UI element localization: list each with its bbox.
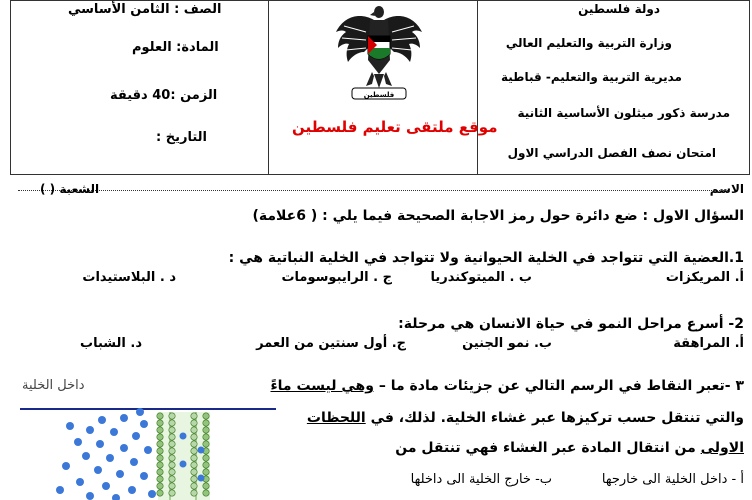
phospholipid-head — [169, 490, 175, 496]
question-3-underlined: وهي ليست ماءً — [270, 378, 374, 394]
phospholipid-head — [191, 448, 197, 454]
substance-particle — [130, 458, 138, 466]
diagram-inside-label: داخل الخلية — [22, 378, 85, 393]
question-3-line2-text: والتي تنتقل حسب تركيزها عبر غشاء الخلية. لذلك، في — [370, 410, 744, 426]
question-3-line2-underlined: اللحظات — [306, 410, 366, 426]
substance-particle — [66, 422, 74, 430]
substance-particle — [140, 472, 148, 480]
header-divider-left — [268, 0, 269, 175]
substance-particle — [62, 462, 70, 470]
substance-particle — [120, 414, 128, 422]
phospholipid-head — [157, 462, 163, 468]
substance-particle — [106, 454, 114, 462]
header-school: مدرسة ذكور ميثلون الأساسية الثانية — [517, 106, 730, 120]
phospholipid-head — [157, 469, 163, 475]
phospholipid-head — [203, 427, 209, 433]
question-2-option-b[interactable]: ب. نمو الجنين — [462, 336, 552, 351]
question-2-text: 2- أسرع مراحل النمو في حياة الانسان هي مرحلة: — [398, 316, 744, 332]
phospholipid-head — [169, 476, 175, 482]
phospholipid-head — [169, 448, 175, 454]
student-name-line[interactable] — [18, 190, 730, 191]
substance-particle — [136, 408, 144, 416]
question-3-line3-underlined: الاولى — [700, 440, 744, 456]
phospholipid-head — [191, 455, 197, 461]
header-subject: المادة: العلوم — [132, 40, 219, 55]
student-name-label: الاسم — [709, 182, 744, 196]
phospholipid-head — [191, 490, 197, 496]
phospholipid-head — [191, 483, 197, 489]
phospholipid-head — [157, 413, 163, 419]
phospholipid-head — [157, 427, 163, 433]
phospholipid-head — [169, 483, 175, 489]
phospholipid-head — [169, 420, 175, 426]
substance-particle — [74, 438, 82, 446]
question-3-option-b[interactable]: ب- خارج الخلية الى داخلها — [410, 472, 552, 487]
phospholipid-head — [191, 427, 197, 433]
phospholipid-head — [169, 434, 175, 440]
phospholipid-head — [169, 462, 175, 468]
substance-particle — [198, 447, 205, 454]
phospholipid-head — [169, 441, 175, 447]
substance-particle — [76, 478, 84, 486]
header-divider-right — [477, 0, 478, 175]
question-3-prefix: ٣ -تعبر النقاط في الرسم التالي عن جزيئات مادة ما – — [378, 378, 744, 394]
substance-particle — [96, 440, 104, 448]
phospholipid-head — [203, 434, 209, 440]
substance-particle — [120, 444, 128, 452]
question-1-option-d[interactable]: د . البلاستيدات — [82, 270, 176, 285]
question-3-line3-text: من انتقال المادة عبر الغشاء فهي تنتقل من — [395, 440, 696, 456]
header-state: دولة فلسطين — [578, 2, 660, 16]
substance-particle — [128, 486, 136, 494]
question-3-line1 — [271, 378, 745, 394]
header-date: التاريخ : — [156, 130, 207, 145]
substance-particle — [144, 446, 152, 454]
header-directorate: مديرية التربية والتعليم- قباطية — [501, 70, 682, 84]
substance-particle — [132, 432, 140, 440]
section1-title: السؤال الاول : ضع دائرة حول رمز الاجابة الصحيحة فيما يلي : ( 6علامة) — [252, 208, 744, 224]
phospholipid-head — [191, 462, 197, 468]
phospholipid-head — [191, 441, 197, 447]
substance-particle — [86, 492, 94, 500]
palestine-eagle-emblem-icon — [330, 2, 428, 102]
student-section-label: الشعبة ( ) — [40, 182, 100, 196]
substance-particle — [148, 490, 156, 498]
emblem-banner-text: فلسطين — [363, 91, 395, 99]
header-grade: الصف : الثامن الأساسي — [68, 2, 222, 17]
cell-membrane-bilayer — [158, 412, 210, 500]
question-2-option-a[interactable]: أ. المراهقة — [673, 336, 744, 351]
phospholipid-head — [157, 441, 163, 447]
phospholipid-head — [203, 441, 209, 447]
phospholipid-head — [191, 434, 197, 440]
phospholipid-head — [191, 469, 197, 475]
question-3-line3 — [395, 440, 744, 456]
substance-particle — [56, 486, 64, 494]
substance-particle — [86, 426, 94, 434]
phospholipid-head — [169, 427, 175, 433]
question-1-text: 1.العضية التي تتواجد في الخلية الحيوانية ولا تتواجد في الخلية النباتية هي : — [228, 250, 744, 266]
question-3-line2 — [307, 410, 744, 426]
phospholipid-head — [157, 420, 163, 426]
phospholipid-head — [169, 469, 175, 475]
phospholipid-head — [157, 476, 163, 482]
site-label: موقع ملتقى تعليم فلسطين — [292, 118, 498, 136]
substance-particle — [180, 461, 187, 468]
header-ministry: وزارة التربية والتعليم العالي — [505, 36, 672, 50]
phospholipid-head — [169, 413, 175, 419]
phospholipid-head — [203, 490, 209, 496]
phospholipid-head — [191, 413, 197, 419]
substance-particle — [112, 494, 120, 500]
substance-particle — [110, 428, 118, 436]
substance-particle — [140, 420, 148, 428]
phospholipid-head — [157, 490, 163, 496]
phospholipid-head — [157, 448, 163, 454]
question-1-option-c[interactable]: ج . الرايبوسومات — [281, 270, 392, 285]
substance-particle — [98, 416, 106, 424]
substance-particle — [82, 452, 90, 460]
substance-particle — [94, 466, 102, 474]
phospholipid-head — [203, 483, 209, 489]
phospholipid-head — [157, 455, 163, 461]
question-2-option-d[interactable]: د. الشباب — [80, 336, 142, 351]
phospholipid-head — [169, 455, 175, 461]
question-1-option-a[interactable]: أ. المريكزات — [665, 270, 744, 285]
header-time: الزمن :40 دقيقة — [110, 88, 218, 103]
substance-particle — [102, 482, 110, 490]
phospholipid-head — [157, 483, 163, 489]
phospholipid-head — [203, 462, 209, 468]
phospholipid-head — [203, 413, 209, 419]
question-1-option-b[interactable]: ب . الميتوكندريا — [430, 270, 532, 285]
phospholipid-head — [191, 476, 197, 482]
substance-particle — [180, 433, 187, 440]
question-3-option-a[interactable]: أ - داخل الخلية الى خارجها — [601, 472, 744, 487]
phospholipid-head — [191, 420, 197, 426]
phospholipid-head — [203, 469, 209, 475]
header-exam-title: امتحان نصف الفصل الدراسي الاول — [507, 146, 716, 160]
phospholipid-head — [203, 455, 209, 461]
substance-particle — [198, 475, 205, 482]
question-2-option-c[interactable]: ج. أول سنتين من العمر — [256, 336, 406, 351]
membrane-diagram — [20, 406, 276, 500]
substance-particle — [116, 470, 124, 478]
phospholipid-head — [203, 420, 209, 426]
phospholipid-head — [157, 434, 163, 440]
